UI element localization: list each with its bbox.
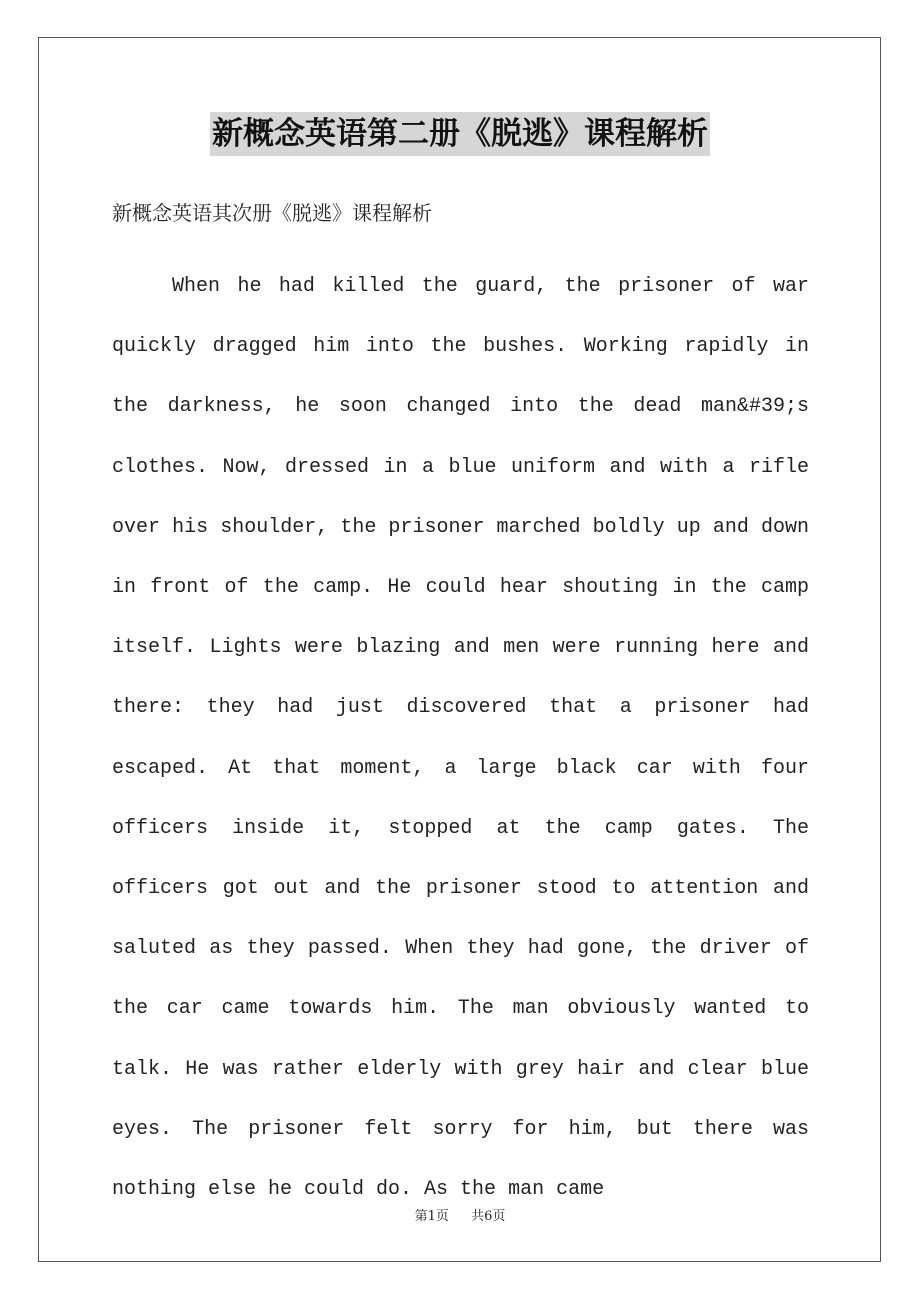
- body-paragraph: When he had killed the guard, the prisoner of war quickly dragged him into the bushes. Working rapidly in the darkness, he soon changed into the dead man&#39;s clothes. Now, dressed in a blue uniform and with a rifle over his shoulder, the prisoner marched boldly up and down in front of the camp. He could hear shouting in the camp itself. Lights were blazing and men were running here and there: they had just discovered that a prisoner had escaped. At that moment, a large black car with four officers inside it, stopped at the camp gates. The officers got out and the prisoner stood to attention and saluted as they passed. When they had gone, the driver of the car came towards him. The man obviously wanted to talk. He was rather elderly with grey hair and clear blue eyes. The prisoner felt sorry for him, but there was nothing else he could do. As the man came: [112, 275, 809, 1202]
- document-subtitle: 新概念英语其次册《脱逃》课程解析: [112, 201, 432, 225]
- document-title: 新概念英语第二册《脱逃》课程解析: [210, 112, 710, 156]
- page-footer: [0, 1205, 920, 1224]
- total-pages: 共6页: [471, 1209, 506, 1224]
- page-number: 第1页: [414, 1209, 449, 1224]
- title-container: [0, 112, 920, 156]
